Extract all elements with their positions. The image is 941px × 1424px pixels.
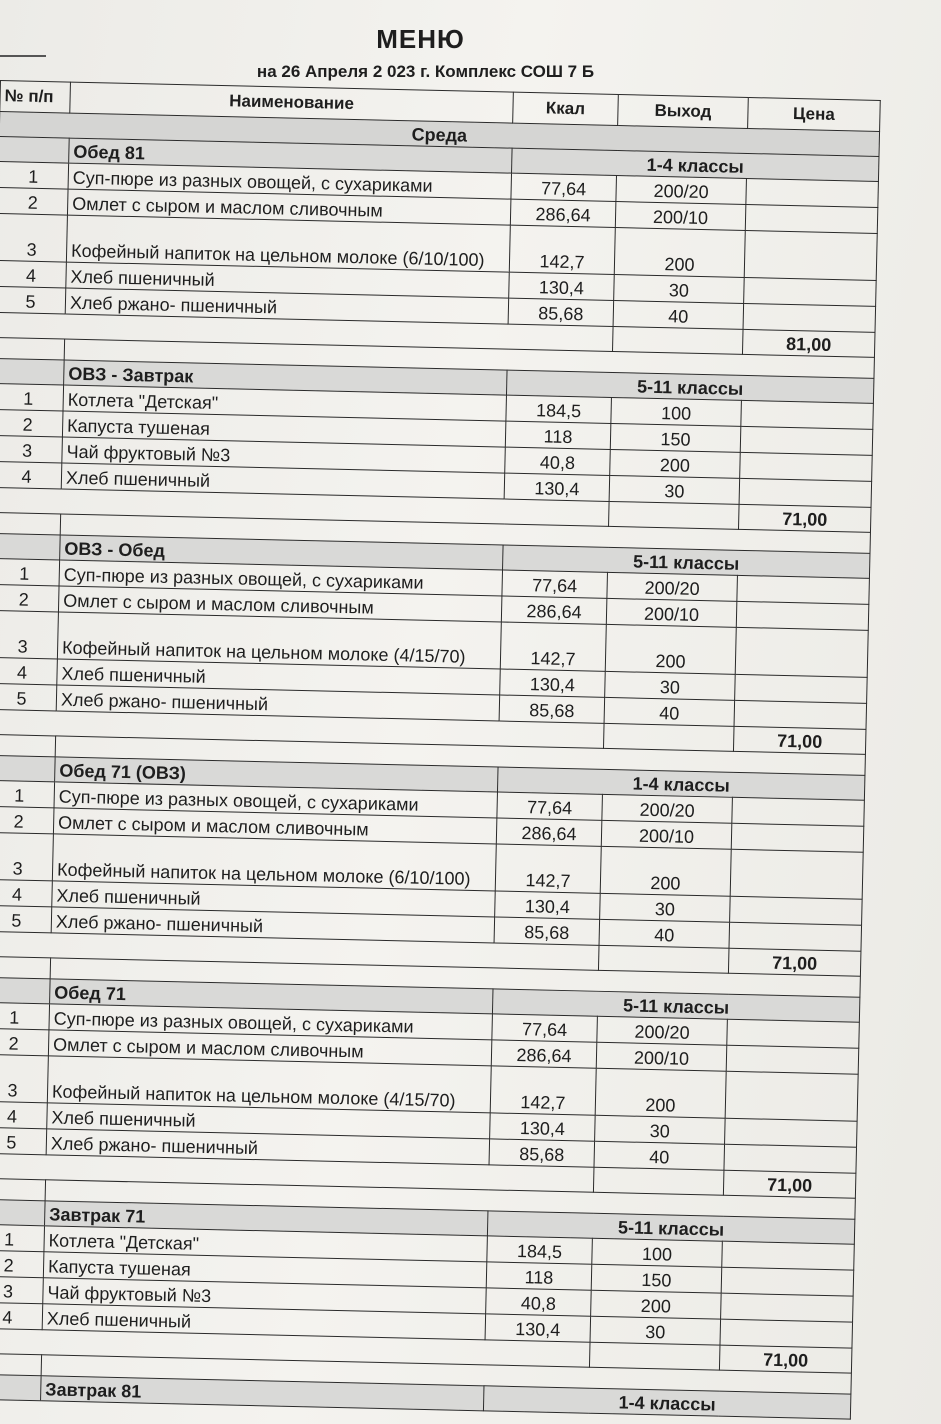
item-kcal: 85,68 <box>499 695 605 723</box>
item-kcal: 142,7 <box>509 225 615 274</box>
item-price <box>744 230 877 280</box>
item-output: 200/20 <box>607 572 738 601</box>
section-spacer <box>0 358 64 385</box>
item-number: 5 <box>0 1127 47 1155</box>
item-name: Хлеб ржано- пшеничный <box>51 907 494 943</box>
item-number: 2 <box>0 806 54 834</box>
item-name: Суп-пюре из разных овощей, с сухариками <box>68 163 511 199</box>
item-kcal: 40,8 <box>505 447 611 475</box>
item-output: 200/10 <box>601 820 732 849</box>
item-name: Суп-пюре из разных овощей, с сухариками <box>54 782 497 818</box>
item-kcal: 130,4 <box>490 1113 596 1141</box>
section-spacer <box>0 755 55 782</box>
item-price <box>735 674 868 703</box>
item-output: 100 <box>592 1238 723 1267</box>
section-name: Обед 71 (ОВЗ) <box>55 757 498 792</box>
total-blank <box>598 945 729 973</box>
page-subtitle: на 26 Апреля 2 023 г. Комплекс СОШ 7 Б <box>256 62 595 81</box>
item-output: 200 <box>591 1290 722 1319</box>
item-number: 1 <box>0 558 60 586</box>
header-name: Наименование <box>70 82 514 123</box>
spacer-cell <box>0 956 51 979</box>
item-output: 200 <box>595 1068 726 1118</box>
item-name: Хлеб пшеничный <box>66 262 509 298</box>
item-kcal: 77,64 <box>492 1014 598 1042</box>
item-number: 5 <box>0 905 52 933</box>
item-number: 3 <box>0 435 62 463</box>
item-price <box>740 426 873 455</box>
item-price <box>720 1319 853 1348</box>
item-kcal: 130,4 <box>504 473 610 501</box>
section-name: Завтрак 81 <box>41 1376 484 1411</box>
item-output: 30 <box>614 274 745 303</box>
item-price <box>729 922 862 951</box>
spacer-cell <box>0 734 56 757</box>
spacer-cell <box>0 512 61 535</box>
section-spacer <box>0 533 60 560</box>
item-number: 1 <box>0 1224 45 1252</box>
item-name: Кофейный напиток на цельном молоке (6/10/100) <box>66 215 510 272</box>
section-classes: 1-4 классы <box>497 767 864 800</box>
section-classes: 5-11 классы <box>503 545 870 578</box>
item-name: Хлеб ржано- пшеничный <box>65 288 508 324</box>
item-price <box>736 601 869 630</box>
section-total-price: 71,00 <box>738 504 871 532</box>
section-classes: 5-11 классы <box>492 989 859 1022</box>
item-price <box>744 277 877 306</box>
item-price <box>739 478 872 507</box>
pen-mark <box>0 55 46 57</box>
section-classes: 1-4 классы <box>483 1386 850 1419</box>
item-price <box>740 452 873 481</box>
day-label: Среда <box>0 112 880 157</box>
item-price <box>745 204 878 233</box>
item-price <box>734 700 867 729</box>
item-price <box>722 1241 855 1270</box>
item-kcal: 85,68 <box>494 917 600 945</box>
item-output: 150 <box>610 423 741 452</box>
section-name: Завтрак 71 <box>45 1201 488 1236</box>
item-number: 3 <box>0 213 67 262</box>
section-name: Обед 81 <box>69 138 512 173</box>
item-kcal: 142,7 <box>500 622 606 671</box>
section-spacer <box>0 136 69 163</box>
item-number: 5 <box>0 683 57 711</box>
item-name: Омлет с сыром и маслом сливочным <box>53 808 496 844</box>
item-number: 2 <box>0 187 68 215</box>
section-classes: 1-4 классы <box>512 148 879 181</box>
item-price <box>737 575 870 604</box>
item-price <box>743 303 876 332</box>
item-name: Котлета "Детская" <box>44 1226 487 1262</box>
item-output: 200/10 <box>606 598 737 627</box>
item-output: 40 <box>594 1141 725 1170</box>
item-output: 150 <box>591 1264 722 1293</box>
item-kcal: 118 <box>505 421 611 449</box>
spacer-cell <box>0 337 65 360</box>
item-output: 40 <box>599 919 730 948</box>
item-name: Капуста тушеная <box>62 411 505 447</box>
item-output: 200/20 <box>602 794 733 823</box>
section-total-price: 71,00 <box>728 948 861 976</box>
item-output: 30 <box>595 1115 726 1144</box>
item-number: 1 <box>0 780 55 808</box>
item-number: 4 <box>0 461 62 489</box>
item-kcal: 142,7 <box>495 844 601 893</box>
item-name: Суп-пюре из разных овощей, с сухариками <box>49 1004 492 1040</box>
item-output: 30 <box>605 671 736 700</box>
item-number: 4 <box>0 657 57 685</box>
total-blank <box>612 326 743 354</box>
item-price <box>725 1118 858 1147</box>
item-kcal: 286,64 <box>510 199 616 227</box>
item-output: 30 <box>590 1316 721 1345</box>
item-kcal: 130,4 <box>509 272 615 300</box>
item-number: 1 <box>0 383 64 411</box>
item-output: 200/20 <box>616 176 747 205</box>
item-kcal: 118 <box>486 1262 592 1290</box>
item-price <box>735 627 868 677</box>
item-number: 3 <box>0 1276 43 1304</box>
section-name: ОВЗ - Обед <box>60 535 503 570</box>
item-kcal: 85,68 <box>489 1139 595 1167</box>
item-price <box>727 1019 860 1048</box>
section-name: ОВЗ - Завтрак <box>64 360 507 395</box>
item-name: Омлет с сыром и маслом сливочным <box>48 1030 491 1066</box>
item-kcal: 286,64 <box>501 596 607 624</box>
item-name: Хлеб ржано- пшеничный <box>56 685 499 721</box>
item-kcal: 184,5 <box>487 1236 593 1264</box>
item-output: 30 <box>609 475 740 504</box>
item-kcal: 286,64 <box>491 1040 597 1068</box>
item-name: Хлеб пшеничный <box>42 1304 485 1340</box>
item-price <box>725 1071 858 1121</box>
item-output: 100 <box>611 397 742 426</box>
item-price <box>724 1144 857 1173</box>
item-name: Чай фруктовый №3 <box>62 437 505 473</box>
item-number: 5 <box>0 286 66 314</box>
item-kcal: 130,4 <box>495 891 601 919</box>
item-price <box>731 823 864 852</box>
item-kcal: 77,64 <box>511 173 617 201</box>
section-classes: 5-11 классы <box>487 1211 854 1244</box>
item-number: 2 <box>0 1250 44 1278</box>
item-number: 3 <box>0 1054 48 1103</box>
spacer-cell <box>0 1353 42 1376</box>
item-output: 200 <box>614 227 745 277</box>
header-price: Цена <box>748 97 881 131</box>
item-output: 200 <box>600 846 731 896</box>
item-number: 2 <box>0 409 63 437</box>
item-output: 30 <box>600 893 731 922</box>
item-number: 3 <box>0 832 53 881</box>
item-number: 4 <box>0 1302 43 1330</box>
item-kcal: 142,7 <box>490 1066 596 1115</box>
item-number: 4 <box>0 1101 47 1129</box>
item-kcal: 184,5 <box>506 395 612 423</box>
header-output: Выход <box>618 95 749 129</box>
item-name: Хлеб пшеничный <box>57 659 500 695</box>
total-blank <box>603 723 734 751</box>
item-kcal: 40,8 <box>486 1288 592 1316</box>
item-number: 1 <box>0 1002 50 1030</box>
item-output: 40 <box>613 300 744 329</box>
item-number: 1 <box>0 161 69 189</box>
item-price <box>726 1045 859 1074</box>
menu-body <box>0 112 880 1420</box>
section-total-price: 71,00 <box>719 1345 852 1373</box>
item-number: 3 <box>0 610 58 659</box>
item-name: Кофейный напиток на цельном молоке (4/15/70) <box>47 1056 491 1113</box>
total-blank <box>609 501 740 529</box>
item-number: 2 <box>0 1028 49 1056</box>
item-kcal: 130,4 <box>485 1314 591 1342</box>
item-kcal: 77,64 <box>502 570 608 598</box>
section-total-price: 81,00 <box>742 329 875 357</box>
page-title: МЕНЮ <box>376 24 465 54</box>
section-spacer <box>0 977 50 1004</box>
item-name: Суп-пюре из разных овощей, с сухариками <box>59 560 502 596</box>
item-output: 200/10 <box>596 1042 727 1071</box>
header-kcal: Ккал <box>513 92 619 125</box>
item-name: Котлета "Детская" <box>63 385 506 421</box>
item-name: Омлет с сыром и маслом сливочным <box>67 189 510 225</box>
section-classes: 5-11 классы <box>506 370 873 403</box>
item-price <box>730 896 863 925</box>
item-kcal: 130,4 <box>500 669 606 697</box>
item-output: 200/10 <box>615 202 746 231</box>
item-name: Чай фруктовый №3 <box>43 1278 486 1314</box>
section-name: Обед 71 <box>50 979 493 1014</box>
total-blank <box>589 1342 720 1370</box>
item-price <box>746 178 879 207</box>
item-name: Капуста тушеная <box>43 1252 486 1288</box>
section-total-price: 71,00 <box>723 1170 856 1198</box>
item-name: Хлеб ржано- пшеничный <box>46 1129 489 1165</box>
item-output: 40 <box>604 697 735 726</box>
item-price <box>732 797 865 826</box>
item-number: 4 <box>0 879 52 907</box>
section-total-price: 71,00 <box>733 726 866 754</box>
menu-table <box>0 80 881 1420</box>
item-output: 200 <box>610 449 741 478</box>
item-kcal: 85,68 <box>508 298 614 326</box>
item-name: Хлеб пшеничный <box>47 1103 490 1139</box>
item-price <box>721 1267 854 1296</box>
item-output: 200/20 <box>597 1016 728 1045</box>
section-spacer <box>0 1374 41 1401</box>
spacer-cell <box>0 1178 46 1201</box>
item-name: Хлеб пшеничный <box>61 463 504 499</box>
item-number: 4 <box>0 260 66 288</box>
item-kcal: 77,64 <box>497 792 603 820</box>
item-price <box>730 849 863 899</box>
item-price <box>741 400 874 429</box>
item-name: Хлеб пшеничный <box>52 881 495 917</box>
item-price <box>721 1293 854 1322</box>
total-blank <box>593 1167 724 1195</box>
item-number: 2 <box>0 584 59 612</box>
item-name: Омлет с сыром и маслом сливочным <box>58 586 501 622</box>
item-kcal: 286,64 <box>496 818 602 846</box>
item-name: Кофейный напиток на цельном молоке (6/10/100) <box>52 834 496 891</box>
item-output: 200 <box>605 624 736 674</box>
header-num: № п/п <box>0 81 70 114</box>
item-name: Кофейный напиток на цельном молоке (4/15/70) <box>57 612 501 669</box>
section-spacer <box>0 1199 45 1226</box>
